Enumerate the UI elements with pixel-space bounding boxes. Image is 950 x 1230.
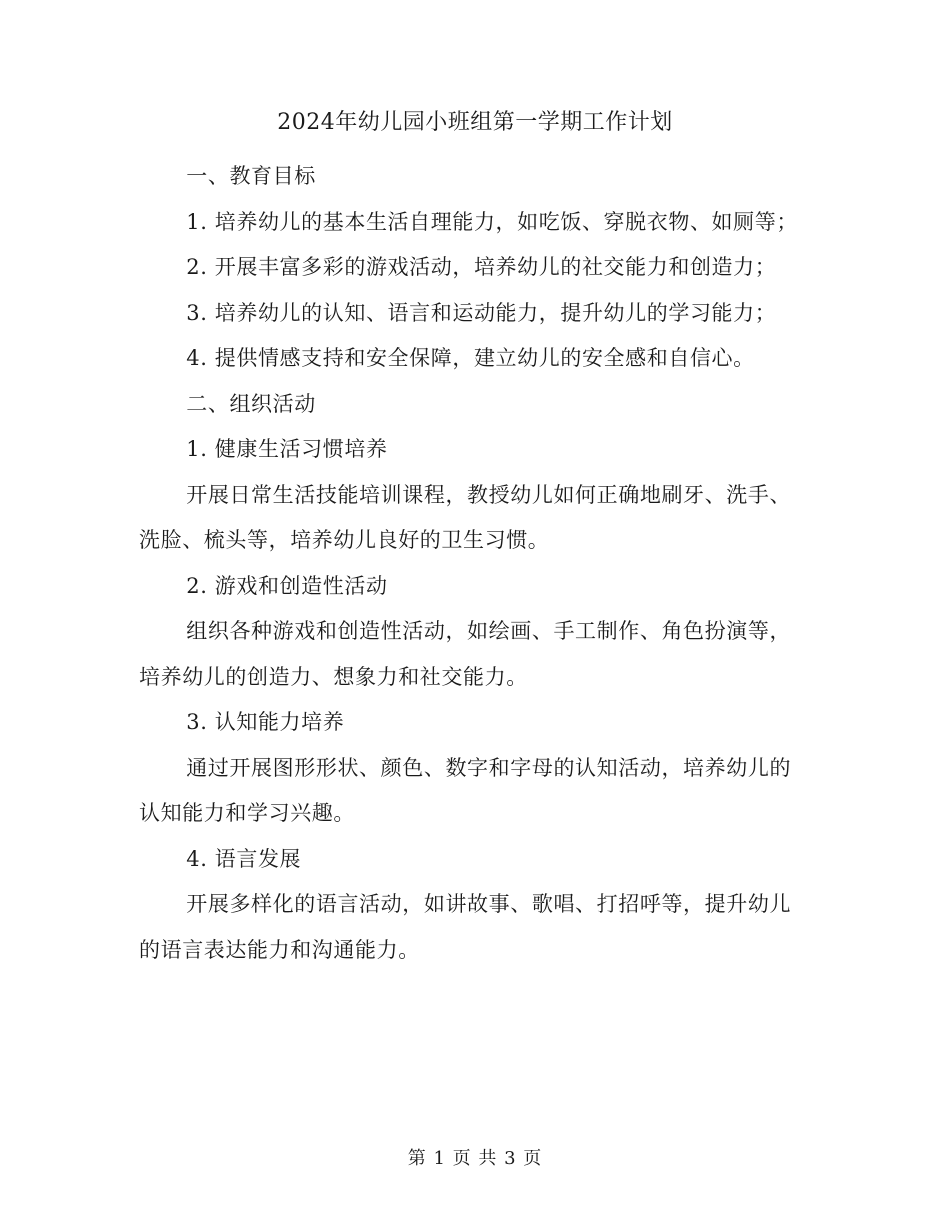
activity-paragraph-1: 开展日常生活技能培训课程，教授幼儿如何正确地刷牙、洗手、洗脸、梳头等，培养幼儿良好的卫生习惯。 [139, 482, 792, 552]
goal-item-2: 2. 开展丰富多彩的游戏活动，培养幼儿的社交能力和创造力； [186, 255, 777, 279]
goal-item-4: 4. 提供情感支持和安全保障，建立幼儿的安全感和自信心。 [186, 346, 755, 370]
activity-paragraph-3: 通过开展图形形状、颜色、数字和字母的认知活动，培养幼儿的认知能力和学习兴趣。 [139, 755, 792, 825]
activity-heading-4: 4. 语言发展 [186, 846, 302, 871]
goal-item-3: 3. 培养幼儿的认知、语言和运动能力，提升幼儿的学习能力； [186, 300, 777, 325]
section-heading-activities: 二、组织活动 [186, 391, 316, 416]
document-body [139, 154, 811, 973]
activity-paragraph-4: 开展多样化的语言活动，如讲故事、歌唱、打招呼等，提升幼儿的语言表达能力和沟通能力。 [139, 892, 792, 962]
section-heading-education-goals: 一、教育目标 [186, 164, 316, 188]
document-title: 2024年幼儿园小班组第一学期工作计划 [277, 110, 673, 135]
page-footer: 第 1 页 共 3 页 [407, 1148, 543, 1169]
goal-item-1: 1. 培养幼儿的基本生活自理能力，如吃饭、穿脱衣物、如厕等； [186, 209, 798, 234]
activity-heading-1: 1. 健康生活习惯培养 [186, 437, 388, 461]
activity-heading-3: 3. 认知能力培养 [186, 710, 345, 734]
activity-heading-2: 2. 游戏和创造性活动 [186, 573, 388, 598]
activity-paragraph-2: 组织各种游戏和创造性活动，如绘画、手工制作、角色扮演等，培养幼儿的创造力、想象力和社交能力。 [139, 619, 792, 689]
